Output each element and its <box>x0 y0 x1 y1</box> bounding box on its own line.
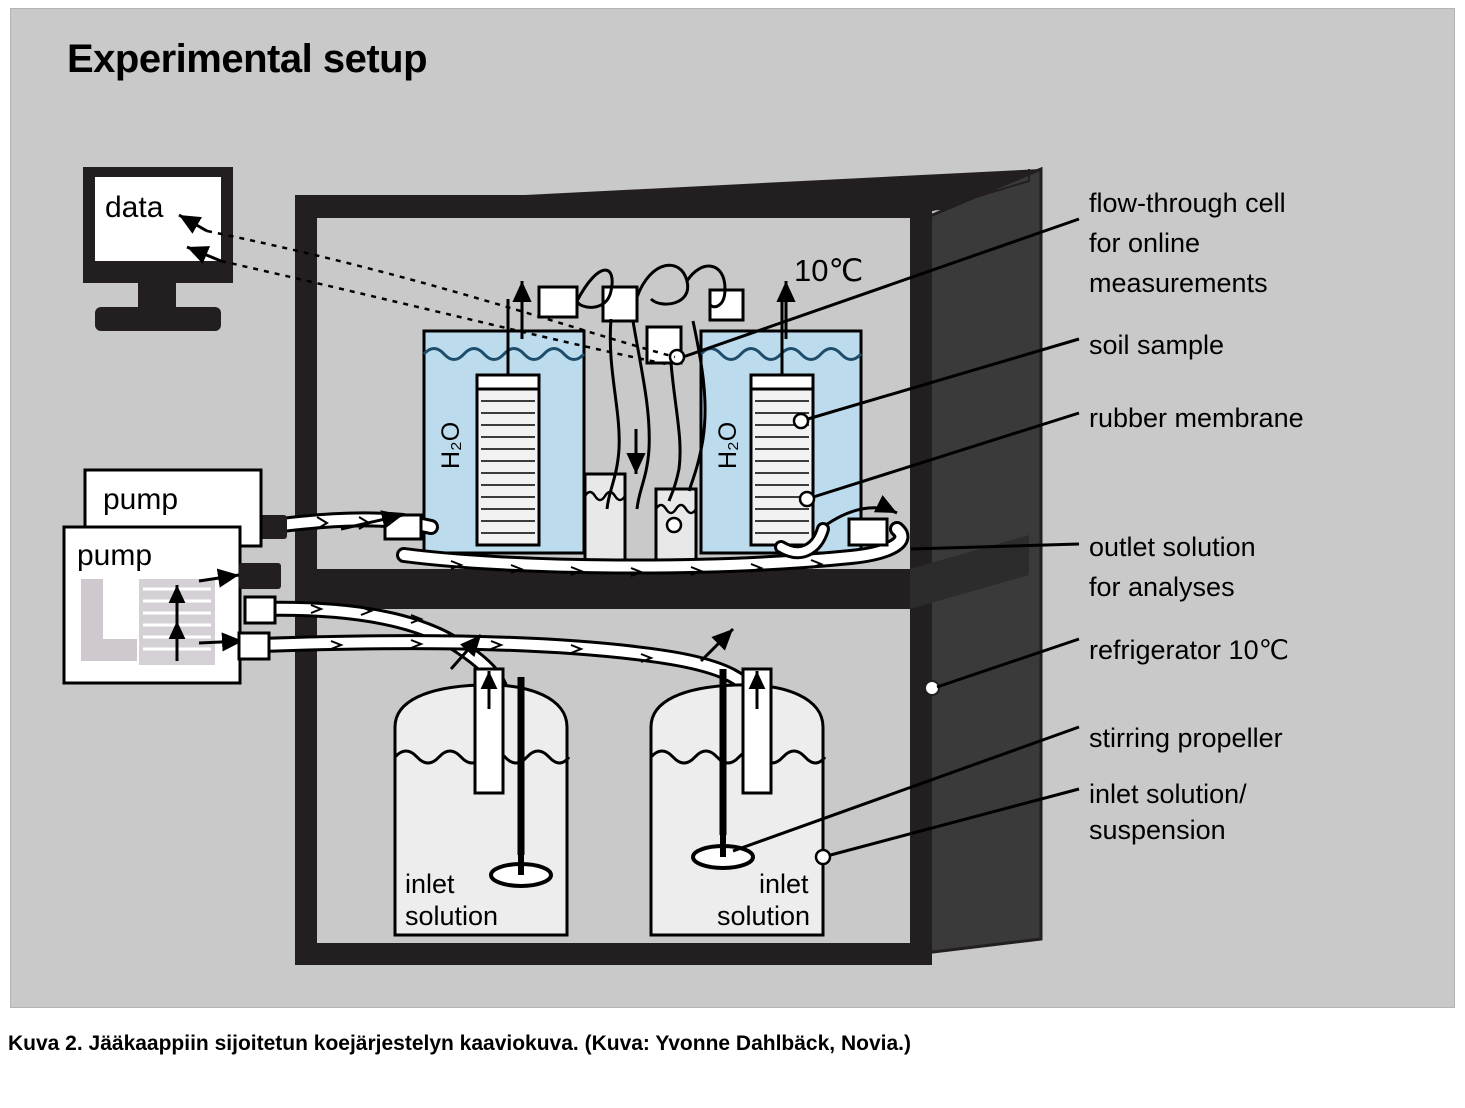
callout-flow-through-cell-line3: measurements <box>1089 268 1268 298</box>
callout-flow-through-cell-line1: flow-through cell <box>1089 188 1286 218</box>
callout-soil-sample: soil sample <box>1089 330 1225 360</box>
callout-rubber-membrane: rubber membrane <box>1089 403 1304 433</box>
pump-internals <box>81 579 215 665</box>
refrigerator-handle <box>925 681 939 695</box>
callout-inlet-solution-line2: suspension <box>1089 815 1226 845</box>
callout-stirring-propeller: stirring propeller <box>1089 723 1283 753</box>
callout-inlet-solution-line1: inlet solution/ <box>1089 779 1247 809</box>
inlet-bottle-left-label-2: solution <box>405 901 499 931</box>
water-label-left: H₂O <box>437 421 465 469</box>
callout-outlet-solution-line2: for analyses <box>1089 572 1235 602</box>
figure-caption: Kuva 2. Jääkaappiin sijoitetun koejärjestelyn kaaviokuva. (Kuva: Yvonne Dahlbäck, Novia.) <box>8 1032 911 1055</box>
pump-top-label: pump <box>103 483 179 516</box>
soil-column-left <box>477 375 539 545</box>
figure-title: Experimental setup <box>67 37 428 81</box>
monitor-label: data <box>105 191 164 224</box>
callout-outlet-solution-line1: outlet solution <box>1089 532 1256 562</box>
inlet-bottle-right <box>651 669 825 935</box>
pump-bottom-label: pump <box>77 539 153 572</box>
callout-flow-through-cell-line2: for online <box>1089 228 1201 258</box>
inlet-bottle-left-label-1: inlet <box>405 869 455 899</box>
temperature-badge: 10℃ <box>794 253 864 288</box>
inlet-bottle-left <box>395 669 569 935</box>
water-label-right: H₂O <box>714 421 742 469</box>
inlet-bottle-right-label-1: inlet <box>759 869 809 899</box>
callout-labels <box>1089 188 1304 845</box>
diagram-canvas <box>11 9 1455 1008</box>
callout-refrigerator: refrigerator 10℃ <box>1089 635 1289 665</box>
inlet-bottle-right-label-2: solution <box>717 901 811 931</box>
soil-column-right <box>751 375 813 545</box>
experimental-setup-figure <box>10 8 1455 1008</box>
